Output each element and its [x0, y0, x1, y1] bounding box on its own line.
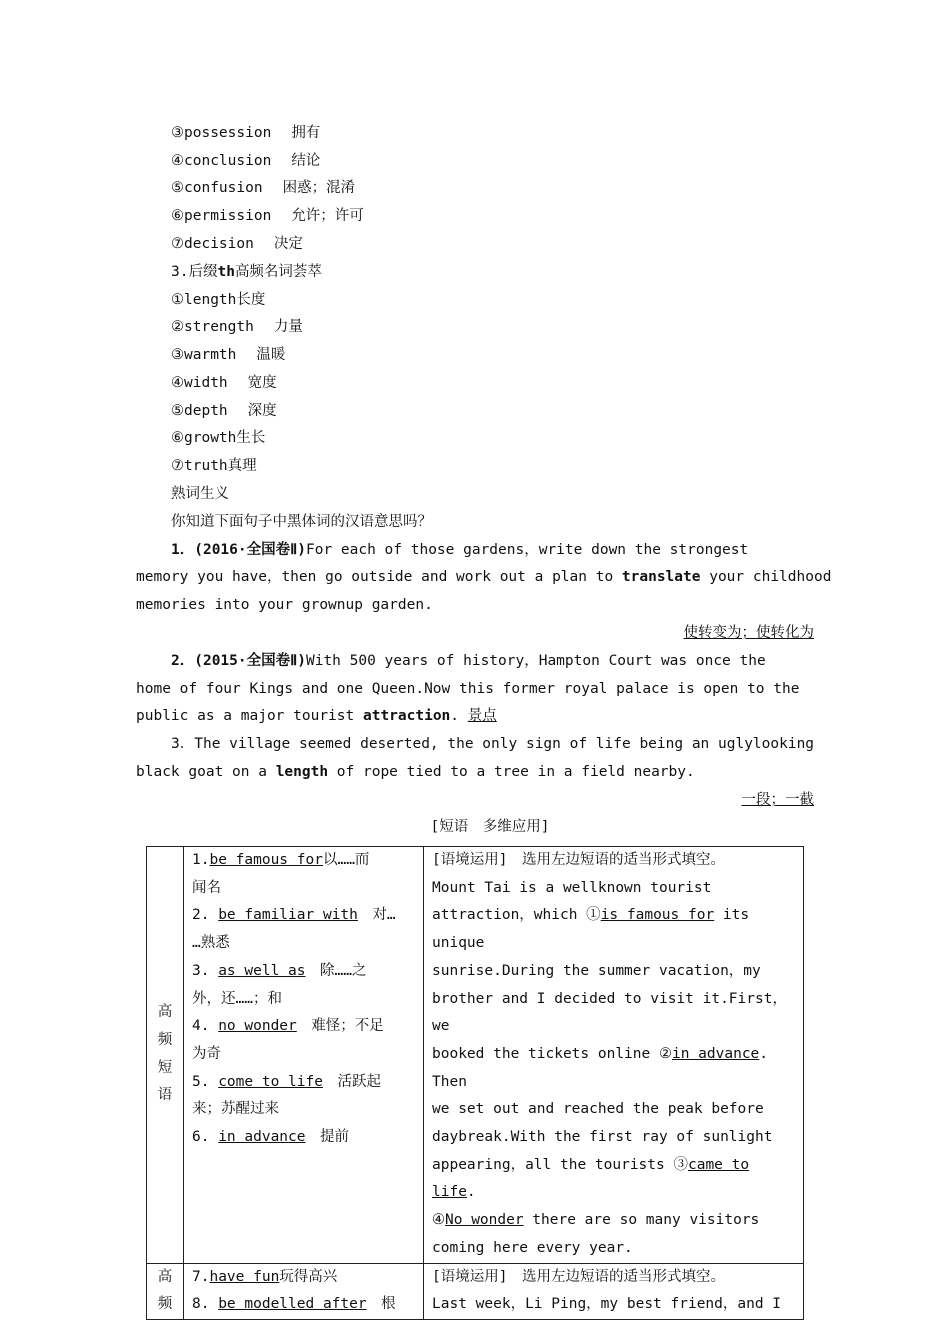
answer: 使转变为；使转化为 [683, 625, 814, 641]
question-1-line: memories into your grownup garden. [136, 597, 433, 613]
vocab-item: ④width 宽度 [171, 375, 277, 391]
section-title: 熟词生义 [171, 486, 229, 502]
phrase-list-cell: 1.be famous for以……而 闻名 2. be familiar with 对… …熟悉 3. as well as 除……之 外，还……；和 4. no wonder 难怪；不足 为奇 5. come to life 活跃起 来；苏醒过来 6. in advance 提前 [184, 847, 424, 1264]
vocab-item: ⑤confusion 困惑；混淆 [171, 180, 356, 196]
passage-cell: [语境运用] 选用左边短语的适当形式填空。 Mount Tai is a wellknown tourist attraction，which ①is famous for its unique sunrise.During the summer vacation，my brother and I decided to visit it.First，we booked the tickets online ②in advance. Then we set out and reached the peak before daybreak.With the first ray of sunlight appearing，all the tourists ③came to life. ④No wonder there are so many visitors coming here every year. [424, 847, 804, 1264]
phrase-item: 8. be modelled after 根 [192, 1296, 396, 1313]
passage-instruction: [语境运用] 选用左边短语的适当形式填空。 [432, 852, 725, 868]
vocab-item: ⑥permission 允许；许可 [171, 208, 364, 224]
question-2-line: public as a major tourist attraction. 景点 [136, 708, 497, 724]
phrase-item: 1.be famous for以……而 [192, 852, 370, 868]
blank-answer: is famous for [600, 907, 715, 924]
keyword: translate [621, 569, 701, 585]
phrase-list-cell [184, 1263, 424, 1319]
phrase-item: 7.have fun玩得高兴 [192, 1268, 338, 1285]
phrase-item: 2. be familiar with 对… [192, 907, 396, 924]
question-2-line: home of four Kings and one Queen.Now this former royal palace is open to the [136, 681, 800, 697]
phrase-heading: [短语 多维应用] [430, 819, 550, 835]
section-heading: 3.后缀th高频名词荟萃 [171, 264, 322, 280]
vocab-item: ⑦decision 决定 [171, 236, 303, 252]
vocab-item: ⑦truth真理 [171, 458, 257, 474]
table-row [147, 1263, 804, 1319]
answer: 一段；一截 [741, 792, 814, 808]
phrase-table [146, 846, 804, 1320]
phrase-item: 5. come to life 活跃起 [192, 1073, 381, 1090]
keyword: attraction [362, 708, 451, 724]
category-cell: 高 频 [147, 1263, 184, 1319]
passage-cell: [语境运用] 选用左边短语的适当形式填空。 Last week，Li Ping，my best friend，and I [424, 1263, 804, 1319]
vocab-item: ④conclusion 结论 [171, 153, 321, 169]
vocab-item: ①length长度 [171, 292, 266, 308]
category-cell: 高 频 短 语 [147, 847, 184, 1264]
table-row [147, 847, 804, 1264]
blank-answer: in advance [671, 1045, 760, 1062]
vocab-item: ③possession 拥有 [171, 125, 321, 141]
question-1-line: 1．(2016·全国卷Ⅱ)For each of those gardens，write down the strongest [171, 542, 749, 558]
vocab-item: ⑤depth 深度 [171, 403, 277, 419]
question-2-line: 2．(2015·全国卷Ⅱ)With 500 years of history，Hampton Court was once the [171, 653, 766, 669]
instruction-text: 你知道下面句子中黑体词的汉语意思吗？ [171, 514, 432, 530]
vocab-item: ③warmth 温暖 [171, 347, 286, 363]
vocab-item: ②strength 力量 [171, 319, 303, 335]
phrase-item: 3. as well as 除……之 [192, 962, 367, 979]
blank-answer: No wonder [445, 1212, 524, 1229]
answer: 景点 [467, 708, 497, 724]
question-3-line: 3．The village seemed deserted, the only sign of life being an uglylooking [171, 736, 815, 752]
vocab-item: ⑥growth生长 [171, 430, 266, 446]
phrase-item: 6. in advance 提前 [192, 1129, 350, 1146]
keyword: length [275, 764, 329, 780]
blank-answer: came to life [432, 1156, 750, 1201]
question-1-line: memory you have，then go outside and work out a plan to translate your childhood [136, 569, 832, 585]
question-3-line: black goat on a length of rope tied to a tree in a field nearby. [136, 764, 695, 780]
phrase-item: 4. no wonder 难怪；不足 [192, 1018, 384, 1035]
passage-instruction: [语境运用] 选用左边短语的适当形式填空。 [432, 1268, 725, 1285]
